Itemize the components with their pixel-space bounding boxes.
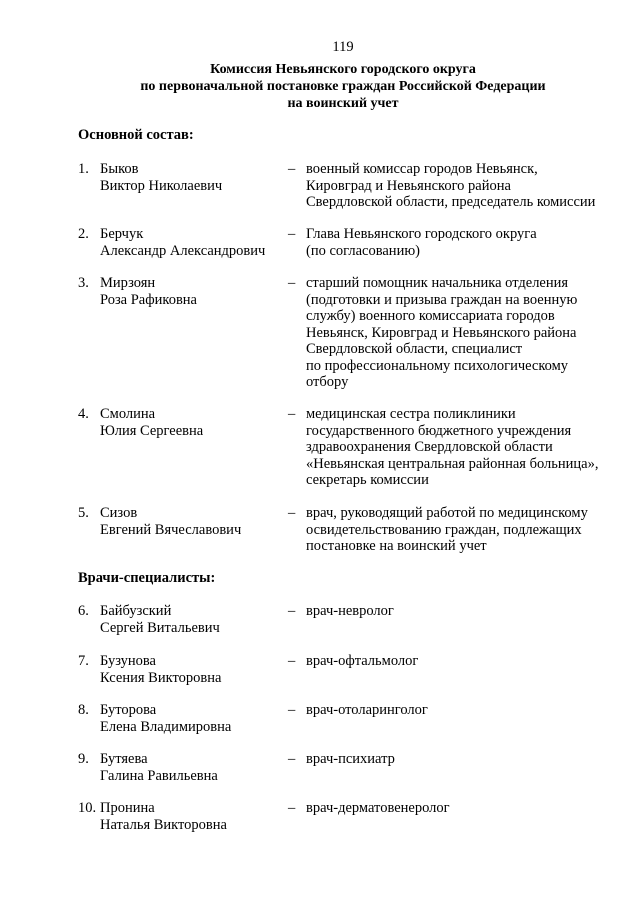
- member-dash: –: [288, 226, 296, 242]
- role-line: старший помощник начальника отделения: [306, 275, 569, 291]
- role-line: государственного бюджетного учреждения: [306, 422, 572, 439]
- member-name: [100, 702, 231, 735]
- role-line: освидетельствованию граждан, подлежащих: [306, 521, 582, 538]
- member-number: 1.: [78, 161, 89, 177]
- role-line: по профессиональному психологическому: [306, 357, 569, 374]
- member-given-name: Елена Владимировна: [100, 718, 232, 735]
- member-number: 6.: [78, 603, 89, 619]
- member-given-name: Ксения Викторовна: [100, 669, 222, 686]
- member-given-name: Сергей Витальевич: [100, 619, 220, 636]
- member-given-name: Роза Рафиковна: [100, 291, 197, 308]
- role-line: врач, руководящий работой по медицинскому: [306, 505, 588, 521]
- section-heading-specialists: Врачи-специалисты:: [78, 570, 216, 586]
- member-name: [100, 653, 221, 686]
- role-line: (по согласованию): [306, 242, 420, 259]
- role-line: постановке на воинский учет: [306, 538, 487, 554]
- role-line: медицинская сестра поликлиники: [306, 406, 516, 422]
- member-number: 9.: [78, 751, 89, 767]
- role-line: «Невьянская центральная районная больница»,: [306, 455, 599, 472]
- member-number: 3.: [78, 275, 89, 291]
- title-line-3: на воинский учет: [287, 96, 399, 111]
- section-heading-main: Основной состав:: [78, 127, 194, 143]
- member-name: [100, 226, 265, 259]
- title-line-1: Комиссия Невьянского городского округа: [210, 62, 476, 77]
- role-line: Невьянск, Кировград и Невьянского района: [306, 324, 577, 341]
- member-dash: –: [288, 702, 296, 718]
- role-line: врач-офтальмолог: [306, 653, 419, 669]
- member-number: 7.: [78, 653, 89, 669]
- member-number: 8.: [78, 702, 89, 718]
- member-role: [306, 505, 626, 555]
- member-given-name: Евгений Вячеславович: [100, 521, 242, 538]
- role-line: Глава Невьянского городского округа: [306, 226, 537, 242]
- member-surname: Сизов: [100, 505, 138, 521]
- member-role: [306, 275, 626, 391]
- document-title: [0, 61, 640, 112]
- role-line: отбору: [306, 374, 349, 390]
- role-line: (подготовки и призыва граждан на военную: [306, 291, 578, 308]
- member-dash: –: [288, 603, 296, 619]
- member-name: [100, 161, 222, 194]
- member-surname: Быков: [100, 161, 139, 177]
- member-name: [100, 751, 218, 784]
- member-number: 2.: [78, 226, 89, 242]
- member-role: [306, 406, 626, 489]
- page-number: 119: [332, 39, 354, 55]
- member-given-name: Александр Александрович: [100, 242, 266, 259]
- role-line: врач-отоларинголог: [306, 702, 428, 718]
- role-line: врач-психиатр: [306, 751, 395, 767]
- member-surname: Мирзоян: [100, 275, 156, 291]
- member-surname: Бузунова: [100, 653, 156, 669]
- member-surname: Пронина: [100, 800, 155, 816]
- member-dash: –: [288, 751, 296, 767]
- member-number: 10.: [78, 800, 97, 816]
- role-line: секретарь комиссии: [306, 472, 429, 488]
- member-dash: –: [288, 275, 296, 291]
- title-line-2: по первоначальной постановке граждан Российской Федерации: [140, 79, 546, 94]
- member-surname: Берчук: [100, 226, 144, 242]
- member-role: [306, 702, 626, 719]
- member-role: [306, 226, 626, 259]
- role-line: врач-невролог: [306, 603, 394, 619]
- member-role: [306, 751, 626, 768]
- role-line: Свердловской области, председатель комиссии: [306, 194, 596, 210]
- member-role: [306, 653, 626, 670]
- member-dash: –: [288, 653, 296, 669]
- member-surname: Байбузский: [100, 603, 172, 619]
- member-number: 4.: [78, 406, 89, 422]
- member-number: 5.: [78, 505, 89, 521]
- member-given-name: Юлия Сергеевна: [100, 422, 204, 439]
- member-given-name: Галина Равильевна: [100, 767, 218, 784]
- member-dash: –: [288, 505, 296, 521]
- member-surname: Бутяева: [100, 751, 148, 767]
- member-dash: –: [288, 800, 296, 816]
- member-role: [306, 800, 626, 817]
- role-line: Свердловской области, специалист: [306, 341, 523, 357]
- member-surname: Буторова: [100, 702, 157, 718]
- role-line: службу) военного комиссариата городов: [306, 308, 555, 324]
- role-line: военный комиссар городов Невьянск,: [306, 161, 538, 177]
- role-line: здравоохранения Свердловской области: [306, 439, 553, 455]
- member-name: [100, 800, 227, 833]
- member-given-name: Наталья Викторовна: [100, 816, 227, 833]
- member-dash: –: [288, 161, 296, 177]
- member-name: [100, 603, 220, 636]
- member-role: [306, 603, 626, 620]
- role-line: врач-дерматовенеролог: [306, 800, 450, 816]
- member-name: [100, 406, 203, 439]
- member-dash: –: [288, 406, 296, 422]
- member-name: [100, 275, 197, 308]
- member-given-name: Виктор Николаевич: [100, 177, 223, 194]
- member-name: [100, 505, 241, 538]
- member-role: [306, 161, 626, 211]
- member-surname: Смолина: [100, 406, 156, 422]
- role-line: Кировград и Невьянского района: [306, 177, 511, 194]
